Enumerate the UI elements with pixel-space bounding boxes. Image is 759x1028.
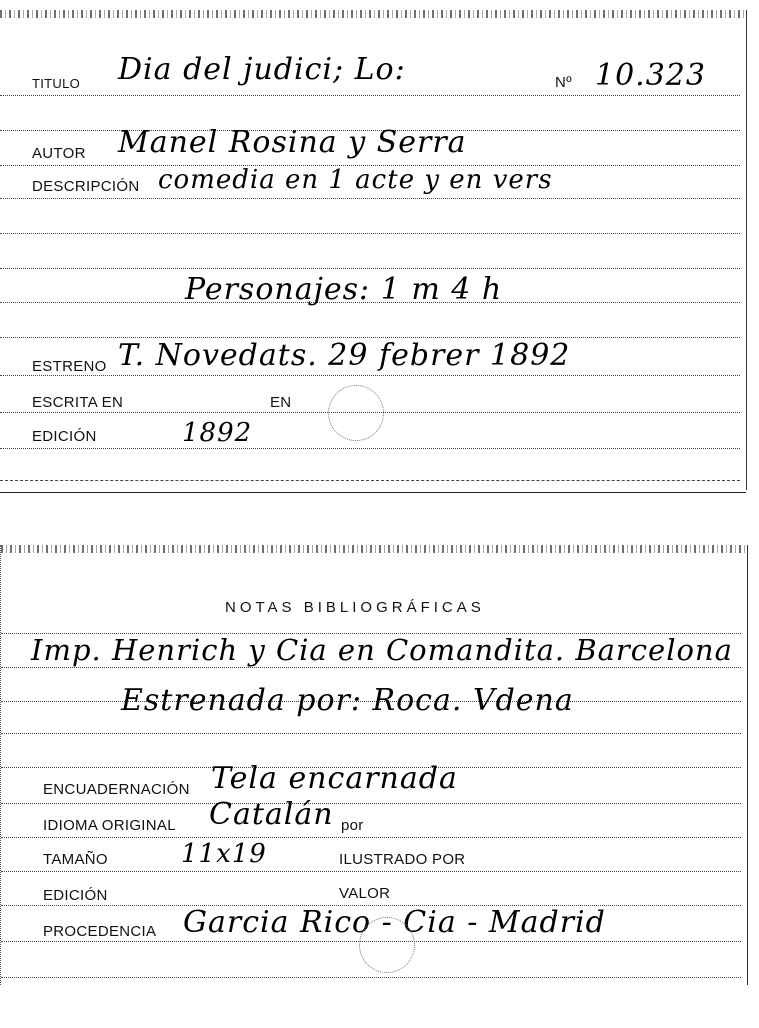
notas-heading: NOTAS BIBLIOGRÁFICAS: [225, 599, 485, 616]
valor-label: VALOR: [339, 885, 391, 902]
ruled-line: [0, 375, 740, 376]
edicion-label-2: EDICIÓN: [43, 887, 108, 904]
descripcion-value: comedia en 1 acte y en vers: [158, 165, 553, 195]
ruled-line: [0, 233, 740, 234]
number-value: 10.323: [595, 58, 706, 93]
ruled-line: [1, 733, 741, 734]
note-line-2: Estrenada por: Roca. Vdena: [121, 683, 574, 718]
descripcion-label: DESCRIPCIÓN: [32, 178, 140, 195]
catalog-card-top: [0, 10, 747, 490]
ilustrado-label: ILUSTRADO POR: [339, 851, 466, 868]
ruled-line: [0, 198, 740, 199]
tamano-label: TAMAÑO: [43, 851, 108, 868]
card-torn-edge: [1, 545, 747, 553]
ruled-line: [0, 480, 740, 481]
note-line-1: Imp. Henrich y Cia en Comandita. Barcelona: [31, 633, 733, 667]
por-label: por: [341, 817, 364, 834]
ruled-line: [0, 268, 740, 269]
encuadernacion-label: ENCUADERNACIÓN: [43, 781, 190, 798]
ruled-line: [1, 803, 741, 804]
card-separator: [0, 492, 746, 493]
autor-label: AUTOR: [32, 145, 86, 162]
idioma-value: Catalán: [209, 797, 334, 832]
escrita-en-label: ESCRITA EN: [32, 394, 124, 411]
en-label: EN: [270, 394, 292, 411]
catalog-card-bottom: [0, 545, 748, 985]
card-torn-edge: [0, 10, 746, 18]
ruled-line: [0, 95, 740, 96]
number-label: Nº: [555, 74, 572, 91]
procedencia-value: Garcia Rico - Cia - Madrid: [183, 905, 606, 940]
ruled-line: [1, 837, 741, 838]
idioma-label: IDIOMA ORIGINAL: [43, 817, 176, 834]
ruled-line: [1, 977, 741, 978]
ruled-line: [1, 871, 741, 872]
estreno-value: T. Novedats. 29 febrer 1892: [118, 338, 571, 373]
encuadernacion-value: Tela encarnada: [211, 761, 458, 796]
tamano-value: 11x19: [181, 839, 267, 869]
ruled-line: [1, 667, 741, 668]
estreno-label: ESTRENO: [32, 358, 107, 375]
titulo-label: TITULO: [32, 76, 81, 91]
titulo-value: Dia del judici; Lo:: [118, 52, 406, 87]
perforation-stamp: [359, 917, 415, 973]
edicion-value: 1892: [182, 418, 253, 448]
edicion-label: EDICIÓN: [32, 428, 97, 445]
perforation-stamp: [328, 385, 384, 441]
autor-value: Manel Rosina y Serra: [118, 125, 467, 160]
procedencia-label: PROCEDENCIA: [43, 923, 157, 940]
personajes-note: Personajes: 1 m 4 h: [185, 272, 503, 307]
ruled-line: [0, 448, 740, 449]
